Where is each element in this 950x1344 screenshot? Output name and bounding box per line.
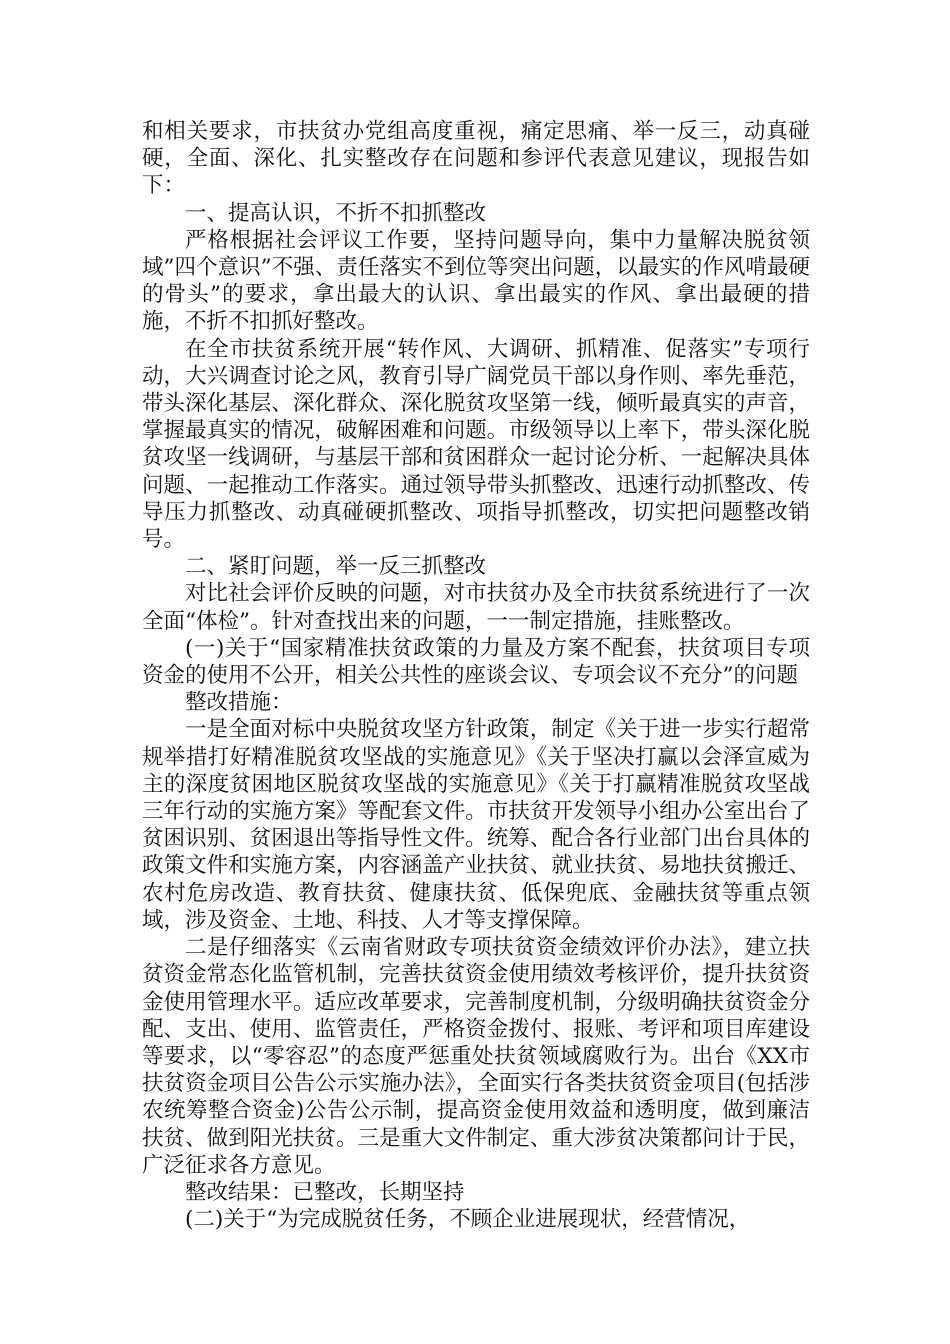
paragraph: 在全市扶贫系统开展“转作风、大调研、抓精准、促落实”专项行动，大兴调查讨论之风，教育引导广阔党员干部以身作则、率先垂范，带头深化基层、深化群众、深化脱贫攻坚第一线，倾听最真实的声音，掌握最真实的情况，破解困难和问题。市级领导以上率下，带头深化脱贫攻坚一线调研，与基层干部和贫困群众一起讨论分析、一起解决具体问题、一起推动工作落实。通过领导带头抓整改、迅速行动抓整改、传导压力抓整改、动真碰硬抓整改、项指导抓整改，切实把问题整改销号。	[142, 336, 810, 553]
paragraph: 对比社会评价反映的问题，对市扶贫办及全市扶贫系统进行了一次全面“体检”。针对查找出来的问题，一一制定措施，挂账整改。	[142, 581, 810, 634]
document-body	[142, 118, 810, 1233]
section-heading-1: 一、提高认识，不折不扣抓整改	[185, 200, 487, 226]
paragraph-intro: 和相关要求，市扶贫办党组高度重视，痛定思痛、举一反三，动真碰硬，全面、深化、扎实整改存在问题和参评代表意见建议，现报告如下：	[142, 119, 810, 199]
measures-label: 整改措施：	[185, 690, 293, 716]
subsection-heading-2: (二)关于“为完成脱贫任务，不顾企业进展现状，经营情况，	[185, 1207, 751, 1233]
section-heading-2: 二、紧盯问题，举一反三抓整改	[185, 554, 487, 580]
paragraph: 一是全面对标中央脱贫攻坚方针政策，制定《关于进一步实行超常规举措打好精准脱贫攻坚战的实施意见》《关于坚决打赢以会泽宣威为主的深度贫困地区脱贫攻坚战的实施意见》《关于打赢精准脱贫攻坚战三年行动的实施方案》等配套文件。市扶贫开发领导小组办公室出台了贫困识别、贫困退出等指导性文件。统筹、配合各行业部门出台具体的政策文件和实施方案，内容涵盖产业扶贫、就业扶贫、易地扶贫搬迁、农村危房改造、教育扶贫、健康扶贫、低保兜底、金融扶贫等重点领域，涉及资金、土地、科技、人才等支撑保障。	[142, 717, 810, 933]
paragraph: 二是仔细落实《云南省财政专项扶贫资金绩效评价办法》，建立扶贫资金常态化监管机制，完善扶贫资金使用绩效考核评价，提升扶贫资金使用管理水平。适应改革要求，完善制度机制，分级明确扶贫资金分配、支出、使用、监管责任，严格资金拨付、报账、考评和项目库建设等要求，以“零容忍”的态度严惩重处扶贫领域腐败行为。出台《XX市扶贫资金项目公告公示实施办法》，全面实行各类扶贫资金项目(包括涉农统筹整合资金)公告公示制，提高资金使用效益和透明度，做到廉洁扶贫、做到阳光扶贫。三是重大文件制定、重大涉贫决策都问计于民，广泛征求各方意见。	[142, 935, 810, 1178]
subsection-heading-1: (一)关于“国家精准扶贫政策的力量及方案不配套，扶贫项目专项资金的使用不公开，相关公共性的座谈会议、专项会议不充分”的问题	[142, 635, 810, 689]
paragraph: 严格根据社会评议工作要，坚持问题导向，集中力量解决脱贫领域”四个意识”不强、责任落实不到位等突出问题，以最实的作风啃最硬的骨头”的要求，拿出最大的认识、拿出最实的作风、拿出最硬的措施，不折不扣抓好整改。	[142, 227, 810, 335]
result-label: 整改结果：已整改，长期坚持	[185, 1179, 465, 1205]
